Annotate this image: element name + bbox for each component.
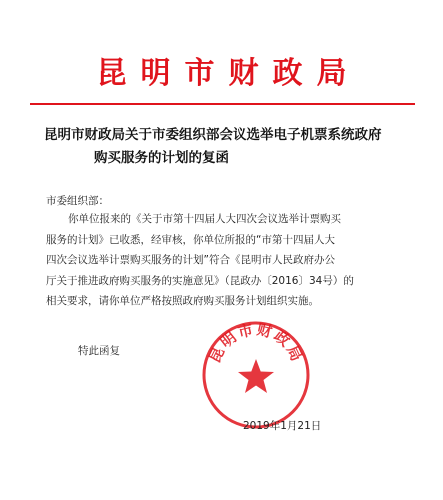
red-divider bbox=[30, 103, 415, 105]
seal-text: 昆明市财政局 bbox=[205, 320, 307, 366]
body-line: 厅关于推进政府购买服务的实施意见》（昆政办〔2016〕34号）的 bbox=[46, 274, 354, 287]
closing-text: 特此函复 bbox=[78, 345, 120, 357]
body-paragraph bbox=[46, 209, 392, 312]
body-line: 四次会议选举计票购买服务的计划”符合《昆明市人民政府办公 bbox=[46, 254, 335, 266]
title-line-2: 购买服务的计划的复函 bbox=[94, 150, 229, 166]
document-date: 2019年1月21日 bbox=[243, 420, 322, 432]
recipient: 市委组织部： bbox=[46, 195, 109, 207]
seal-star-icon bbox=[238, 359, 274, 393]
body-line: 你单位报来的《关于市第十四届人大四次会议选举计票购买 bbox=[68, 213, 341, 225]
svg-text:昆明市财政局 bbox=[205, 320, 306, 366]
body-line: 相关要求，请你单位严格按照政府购买服务计划组织实施。 bbox=[46, 295, 319, 307]
official-seal bbox=[200, 319, 312, 431]
org-header: 昆明市财政局 bbox=[96, 56, 361, 91]
title-line-1: 昆明市财政局关于市委组织部会议选举电子机票系统政府 bbox=[44, 127, 382, 143]
body-line: 服务的计划》已收悉，经审核，你单位所报的“市第十四届人大 bbox=[46, 233, 335, 246]
document-title bbox=[44, 124, 400, 170]
